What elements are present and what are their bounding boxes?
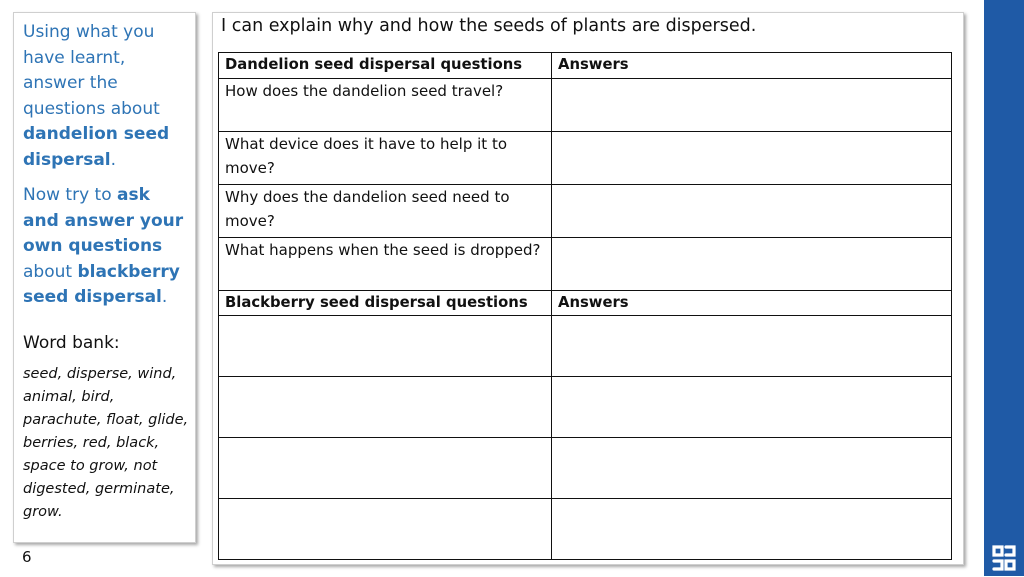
table-row	[219, 438, 952, 499]
question-cell: How does the dandelion seed travel?	[219, 78, 552, 131]
word-bank-list: seed, disperse, wind, animal, bird, parachute, float, glide, berries, red, black, space to grow, not digested, germinate, grow.	[23, 365, 189, 520]
table-row	[219, 499, 952, 560]
brand-logo-icon	[990, 543, 1018, 577]
blank-question-cell[interactable]	[219, 499, 552, 560]
blackberry-header-row	[219, 290, 952, 316]
answer-cell[interactable]	[552, 131, 952, 184]
dandelion-highlight: dandelion seed dispersal	[23, 124, 170, 170]
blank-question-cell[interactable]	[219, 438, 552, 499]
table-row	[219, 78, 952, 131]
blank-answer-cell[interactable]	[552, 499, 952, 560]
try-text: Now try to ask and answer your own questions about blackberry seed dispersal.	[23, 185, 184, 307]
answer-cell[interactable]	[552, 78, 952, 131]
instructions-panel	[13, 12, 196, 543]
side-bar	[984, 0, 1024, 576]
blackberry-header: Blackberry seed dispersal questions	[219, 290, 552, 316]
blank-answer-cell[interactable]	[552, 438, 952, 499]
word-bank-title: Word bank:	[23, 332, 120, 353]
question-cell: Why does the dandelion seed need to move?	[219, 184, 552, 237]
answer-cell[interactable]	[552, 184, 952, 237]
learning-objective: I can explain why and how the seeds of plants are dispersed.	[221, 16, 757, 36]
intro-text: Using what you have learnt, answer the questions about dandelion seed dispersal.	[23, 22, 170, 170]
table-row	[219, 316, 952, 377]
blank-answer-cell[interactable]	[552, 316, 952, 377]
table-header-row	[219, 53, 952, 79]
page-number: 6	[22, 548, 32, 566]
question-cell: What happens when the seed is dropped?	[219, 237, 552, 290]
worksheet-panel	[212, 12, 964, 565]
blank-question-cell[interactable]	[219, 377, 552, 438]
blackberry-answers-header: Answers	[552, 290, 952, 316]
answer-cell[interactable]	[552, 237, 952, 290]
question-cell: What device does it have to help it to move?	[219, 131, 552, 184]
table-row	[219, 237, 952, 290]
dandelion-header: Dandelion seed dispersal questions	[219, 53, 552, 79]
blank-answer-cell[interactable]	[552, 377, 952, 438]
answers-header: Answers	[552, 53, 952, 79]
table-row	[219, 377, 952, 438]
table-row	[219, 184, 952, 237]
table-row	[219, 131, 952, 184]
questions-table	[218, 52, 952, 560]
blackberry-highlight: blackberry seed dispersal	[23, 261, 180, 307]
blank-question-cell[interactable]	[219, 316, 552, 377]
ask-answer-highlight: ask and answer your own questions	[23, 185, 184, 256]
